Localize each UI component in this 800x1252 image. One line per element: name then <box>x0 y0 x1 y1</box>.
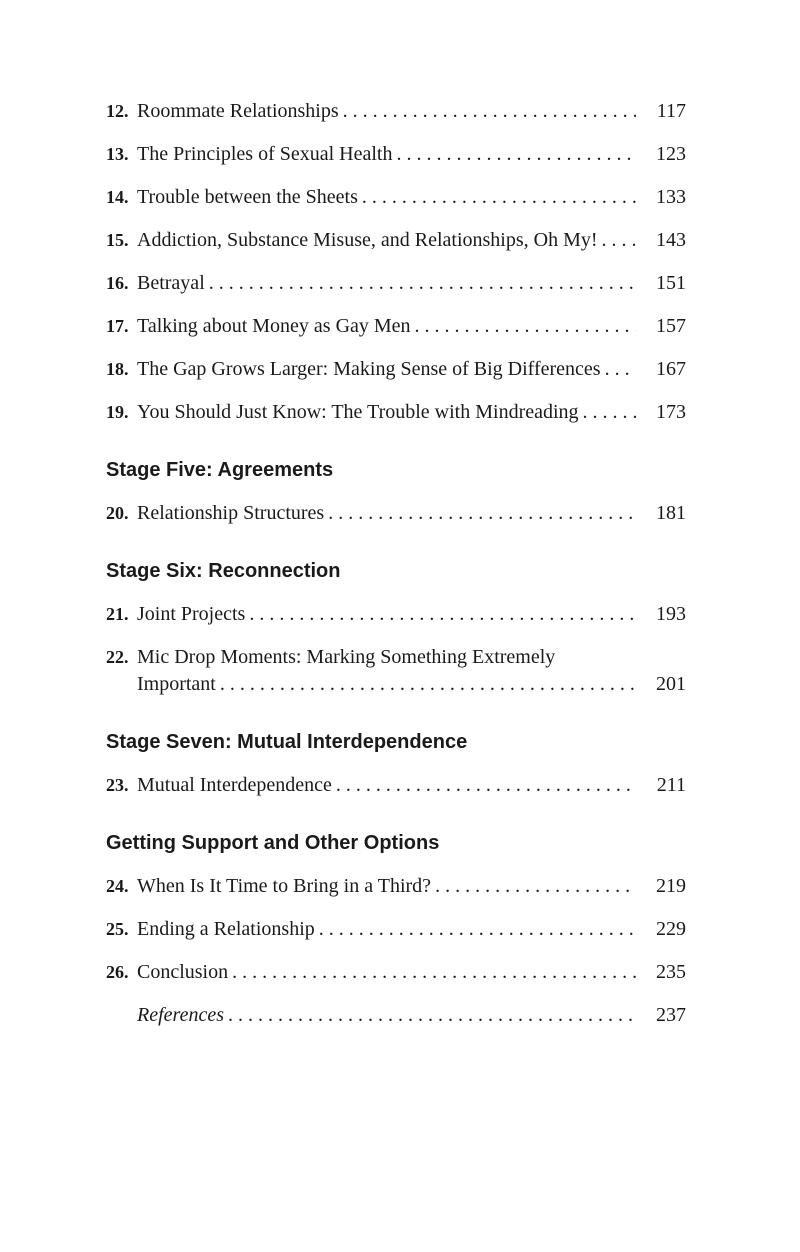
dot-leader <box>336 772 636 799</box>
chapter-number: 13. <box>106 144 129 164</box>
chapter-number: 25. <box>106 919 129 939</box>
chapter-number: 12. <box>106 101 129 121</box>
chapter-number: 14. <box>106 187 129 207</box>
page-number: 219 <box>656 875 686 897</box>
chapter-title: References <box>137 1004 224 1026</box>
dot-leader <box>605 356 636 383</box>
toc-entry-19[interactable] <box>106 399 686 426</box>
chapter-number: 15. <box>106 230 129 250</box>
toc-entry-23[interactable] <box>106 772 686 799</box>
chapter-number: 17. <box>106 316 129 336</box>
page-number: 117 <box>656 100 686 122</box>
page-number: 201 <box>656 673 686 695</box>
dot-leader <box>232 959 636 986</box>
chapter-number: 16. <box>106 273 129 293</box>
dot-leader <box>435 873 636 900</box>
section-heading-stage-seven: Stage Seven: Mutual Interdependence <box>106 731 468 753</box>
chapter-title: Mutual Interdependence <box>137 774 332 796</box>
chapter-title: When Is It Time to Bring in a Third? <box>137 875 432 897</box>
toc-entry-12[interactable] <box>106 98 686 125</box>
page-number: 229 <box>656 918 686 940</box>
dot-leader <box>319 916 636 943</box>
chapter-number: 24. <box>106 876 129 896</box>
chapter-title: Addiction, Substance Misuse, and Relationships, Oh My! <box>137 229 598 251</box>
toc-entry-references[interactable] <box>106 1002 686 1029</box>
toc-entry-25[interactable] <box>106 916 686 943</box>
chapter-number: 26. <box>106 962 129 982</box>
chapter-title: The Principles of Sexual Health <box>137 143 393 165</box>
toc-entry-17[interactable] <box>106 313 686 340</box>
dot-leader <box>343 98 636 125</box>
chapter-title: Betrayal <box>137 272 205 294</box>
toc-entry-18[interactable] <box>106 356 686 383</box>
toc-entry-16[interactable] <box>106 270 686 297</box>
chapter-title-line-1: Mic Drop Moments: Marking Something Extremely <box>137 646 556 668</box>
page-number: 193 <box>656 603 686 625</box>
chapter-number: 22. <box>106 647 129 667</box>
toc-entry-20[interactable] <box>106 500 686 527</box>
page-number: 151 <box>656 272 686 294</box>
toc-entry-22[interactable] <box>106 644 686 698</box>
chapter-title: Ending a Relationship <box>137 918 315 940</box>
chapter-title: Roommate Relationships <box>137 100 339 122</box>
page-number: 143 <box>656 229 686 251</box>
dot-leader <box>362 184 636 211</box>
dot-leader <box>328 500 636 527</box>
dot-leader <box>249 601 636 628</box>
page-number: 235 <box>656 961 686 983</box>
page-number: 157 <box>656 315 686 337</box>
chapter-title: The Gap Grows Larger: Making Sense of Big Differences <box>137 358 601 380</box>
toc-entry-24[interactable] <box>106 873 686 900</box>
page-number: 123 <box>656 143 686 165</box>
chapter-number: 18. <box>106 359 129 379</box>
dot-leader <box>415 313 636 340</box>
toc-entry-13[interactable] <box>106 141 686 168</box>
chapter-title: Conclusion <box>137 961 229 983</box>
chapter-title: Relationship Structures <box>137 502 325 524</box>
toc-entry-21[interactable] <box>106 601 686 628</box>
page-number: 173 <box>656 401 686 423</box>
chapter-title-line-2: Important <box>137 673 216 695</box>
chapter-number: 21. <box>106 604 129 624</box>
dot-leader <box>220 671 636 698</box>
page-number: 133 <box>656 186 686 208</box>
dot-leader <box>583 399 636 426</box>
page-number: 237 <box>656 1004 686 1026</box>
toc-entry-14[interactable] <box>106 184 686 211</box>
chapter-title: Joint Projects <box>137 603 246 625</box>
section-heading-support: Getting Support and Other Options <box>106 832 440 854</box>
chapter-title: Trouble between the Sheets <box>137 186 358 208</box>
chapter-number: 20. <box>106 503 129 523</box>
section-heading-stage-six: Stage Six: Reconnection <box>106 560 341 582</box>
toc-entry-15[interactable] <box>106 227 686 254</box>
page-number: 167 <box>656 358 686 380</box>
dot-leader <box>228 1002 636 1029</box>
page-number: 211 <box>656 774 686 796</box>
chapter-number: 19. <box>106 402 129 422</box>
toc-entry-26[interactable] <box>106 959 686 986</box>
table-of-contents <box>106 98 686 1045</box>
dot-leader <box>397 141 637 168</box>
section-heading-stage-five: Stage Five: Agreements <box>106 459 334 481</box>
page-number: 181 <box>656 502 686 524</box>
dot-leader <box>602 227 636 254</box>
chapter-title: Talking about Money as Gay Men <box>137 315 411 337</box>
chapter-number: 23. <box>106 775 129 795</box>
chapter-title: You Should Just Know: The Trouble with Mindreading <box>137 401 579 423</box>
dot-leader <box>209 270 636 297</box>
